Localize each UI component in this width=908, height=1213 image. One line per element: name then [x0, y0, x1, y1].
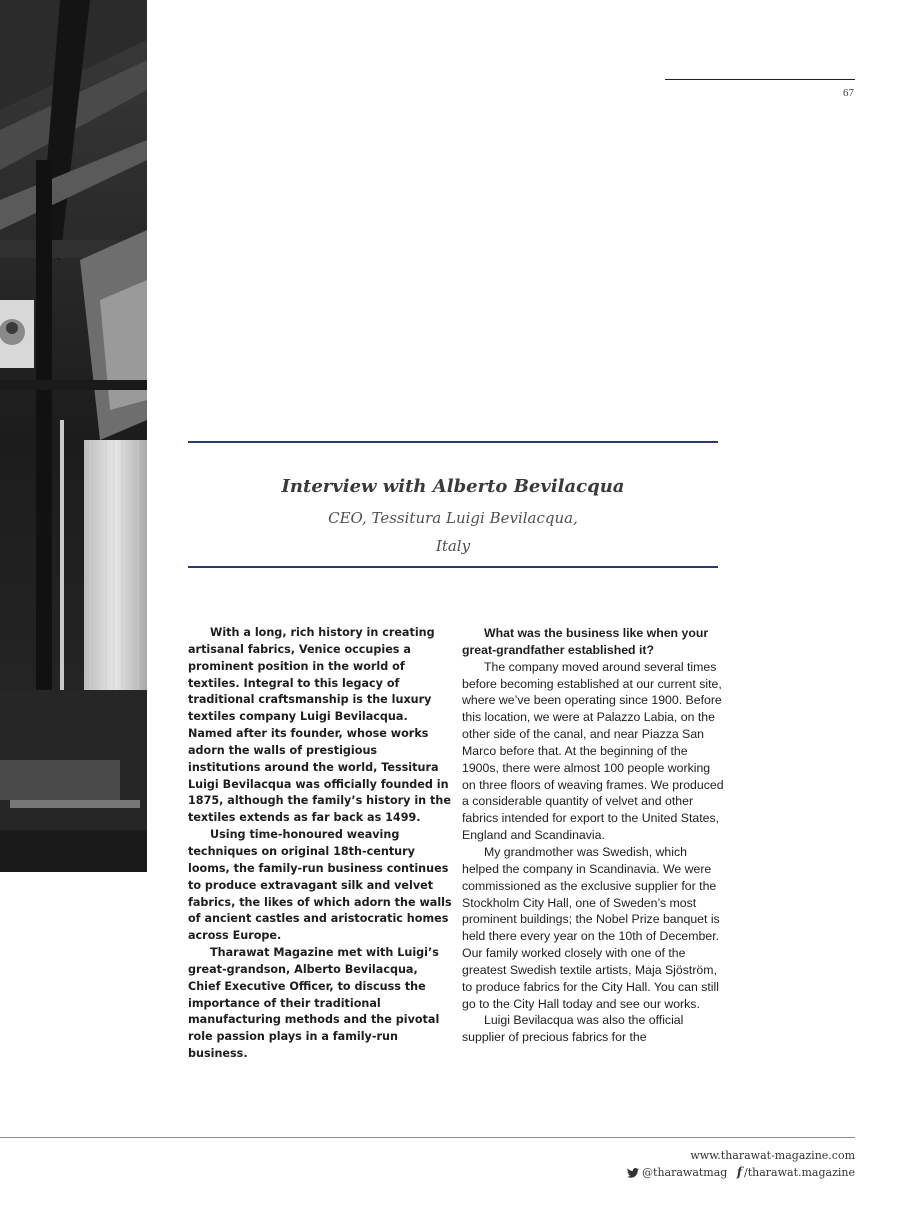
answer-paragraph: Luigi Bevilacqua was also the official supplier of precious fabrics for the — [462, 1013, 684, 1045]
twitter-handle[interactable]: @tharawatmag — [642, 1166, 728, 1179]
interview-country: Italy — [435, 537, 471, 555]
interview-title: Interview with Alberto Bevilacqua — [281, 476, 625, 497]
answer-paragraph: My grandmother was Swedish, which helped the company in Scandinavia. We were commissioned as the exclusive supplier for the Stockholm City Hall, one of Sweden’s most prominent buildings; the Nobel Prize banquet is held there every year on the 10th of December. Our family worked closely with one of the greatest Swedish textile artists, Maja Sjöström, to produce fabrics for the City Hall. You can still go to the City Hall today and see our works. — [462, 844, 720, 1011]
top-rule — [665, 79, 855, 80]
intro-paragraph: With a long, rich history in creating artisanal fabrics, Venice occupies a prominent position in the world of textiles. Integral to this legacy of traditional craftsmanship is the luxury textiles company Luigi Bevilacqua. Named after its founder, whose works adorn the walls of prestigious institutions around the world, Tessitura Luigi Bevilacqua was officially founded in 1875, although the family’s history in the textiles extends as far back as 1499. — [188, 626, 451, 825]
social-links — [560, 1165, 855, 1179]
facebook-f-icon: f — [736, 1165, 743, 1179]
qa-column — [462, 625, 724, 1046]
interview-question: What was the business like when your great-grandfather established it? — [462, 626, 709, 657]
answer-paragraph: The company moved around several times before becoming established at our current site, where we’ve been operating since 1900. Before this location, we were at Palazzo Labia, on the other side of the canal, and near Piazza San Marco before that. At the beginning of the 1900s, there were almost 100 people working on three floors of weaving frames. We produced a considerable quantity of velvet and other fabrics intended for export to the United States, England and Scandinavia. — [462, 659, 724, 843]
intro-column — [188, 625, 452, 1063]
intro-paragraph: Using time-honoured weaving techniques on original 18th-century looms, the family-run business continues to produce extravagant silk and velvet fabrics, the likes of which adorn the walls of ancient castles and aristocratic homes across Europe. — [188, 828, 452, 943]
website-link[interactable]: www.tharawat-magazine.com — [690, 1149, 855, 1162]
intro-paragraph: Tharawat Magazine met with Luigi’s great-grandson, Alberto Bevilacqua, Chief Executive Officer, to discuss the importance of their traditional manufacturing methods and the pivotal role passion plays in a family-run business. — [188, 946, 440, 1061]
interview-role: CEO, Tessitura Luigi Bevilacqua, — [328, 509, 578, 527]
loom-workshop-photo — [0, 0, 147, 872]
page-number: 67 — [843, 87, 854, 99]
facebook-handle[interactable]: /tharawat.magazine — [744, 1166, 855, 1179]
interview-rule-bottom — [188, 566, 718, 568]
twitter-bird-icon — [627, 1168, 639, 1178]
footer-rule — [0, 1137, 855, 1138]
interview-rule-top — [188, 441, 718, 443]
